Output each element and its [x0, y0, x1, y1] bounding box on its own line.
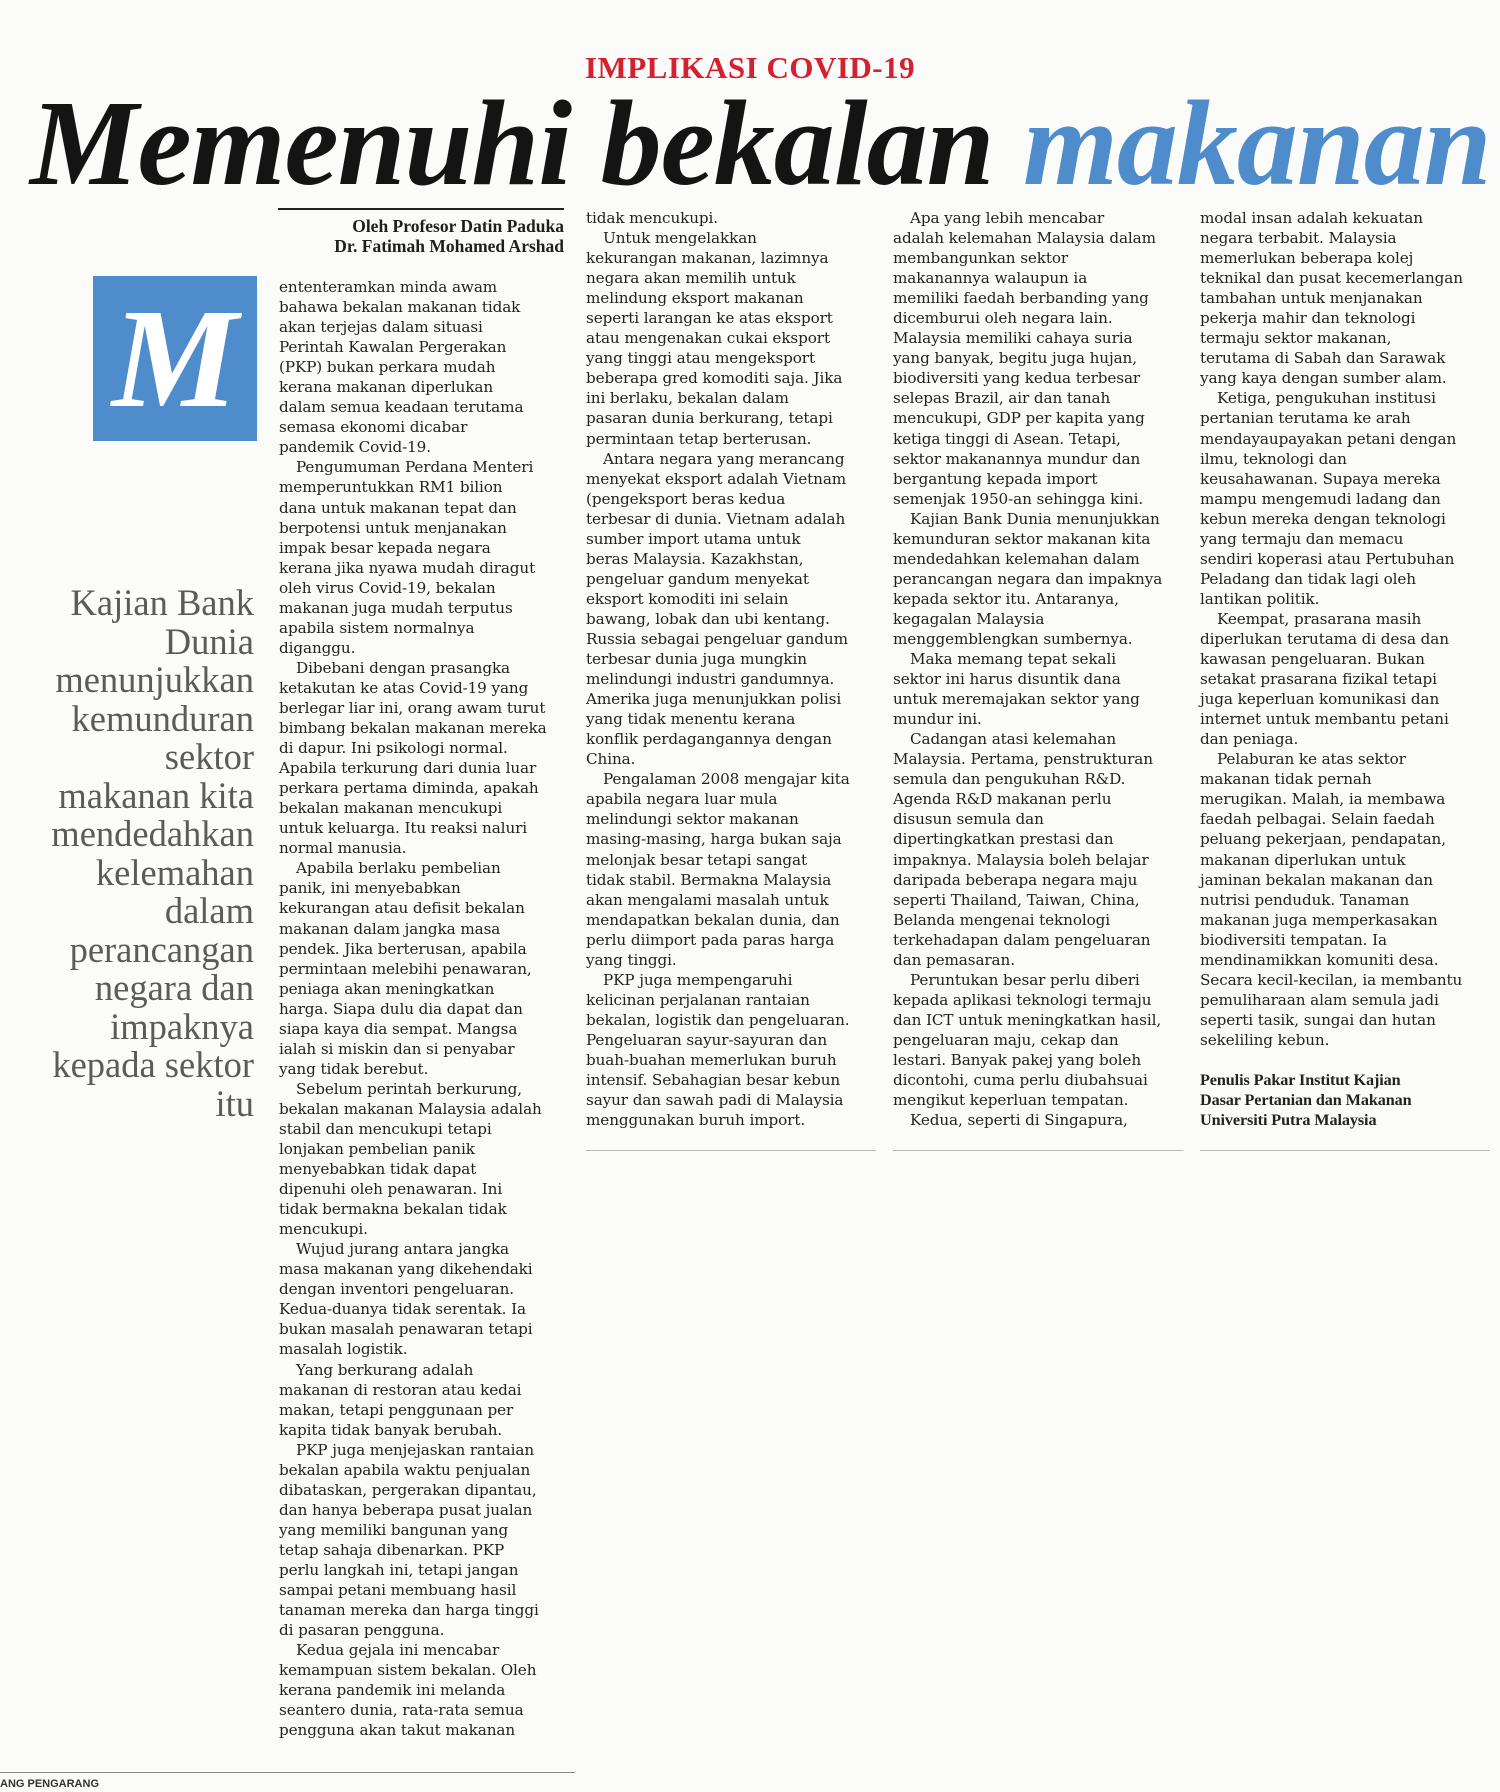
- footer-fragment: ANG PENGARANG: [0, 1778, 100, 1790]
- article-line: kawasan pengeluaran. Bukan: [1200, 650, 1425, 669]
- article-line: teknikal dan pusat kecemerlangan: [1200, 269, 1463, 288]
- article-line: bekalan, logistik dan pengeluaran.: [586, 1010, 850, 1029]
- article-line: bekalan makanan mencukupi: [279, 799, 503, 818]
- article-line: permintaan melebihi penawaran,: [279, 959, 532, 978]
- article-line: daripada beberapa negara maju: [893, 870, 1138, 889]
- article-line: seperti Thailand, Taiwan, China,: [893, 890, 1140, 909]
- article-line: akan mengalami masalah untuk: [586, 890, 829, 909]
- article-line: kemunduran sektor makanan kita: [893, 529, 1151, 548]
- article-line: bimbang bekalan makanan mereka: [279, 719, 547, 738]
- article-line: memiliki faedah berbanding yang: [893, 289, 1149, 308]
- article-line: mendinamikkan komuniti desa.: [1200, 950, 1439, 969]
- article-line: harga. Siapa dulu dia dapat dan: [279, 999, 523, 1018]
- pull-quote-line: dalam: [164, 890, 254, 931]
- article-line: pertanian terutama ke arah: [1200, 409, 1411, 428]
- article-line: jaminan bekalan makanan dan: [1200, 870, 1433, 889]
- article-line: pandemik Covid-19.: [279, 438, 431, 457]
- article-line: sampai petani membuang hasil: [279, 1581, 517, 1600]
- article-line: terutama di Sabah dan Sarawak: [1200, 349, 1446, 368]
- article-line: (PKP) bukan perkara mudah: [279, 358, 496, 377]
- article-line: pendek. Jika berterusan, apabila: [279, 939, 527, 958]
- article-line: pemuliharaan alam semula jadi: [1200, 990, 1439, 1009]
- pull-quote-line: kepada sektor: [52, 1044, 254, 1085]
- article-line: kepada aplikasi teknologi termaju: [893, 990, 1152, 1009]
- article-line: lestari. Banyak pakej yang boleh: [893, 1050, 1141, 1069]
- pull-quote-line: kelemahan: [95, 851, 254, 893]
- article-line: negara akan memilih untuk: [586, 269, 796, 288]
- article-line: dicemburui oleh negara lain.: [893, 309, 1113, 328]
- column-end-rule: [1200, 1150, 1490, 1151]
- byline-line: Dr. Fatimah Mohamed Arshad: [334, 236, 564, 256]
- article-line: melindungi sektor makanan: [586, 810, 799, 829]
- headline: [30, 74, 1491, 214]
- article-line: China.: [586, 750, 636, 769]
- article-line: makanan tidak pernah: [1200, 770, 1372, 789]
- article-line: biodiversiti tempatan. Ia: [1200, 930, 1387, 949]
- article-line: bekalan makanan Malaysia adalah: [279, 1099, 542, 1118]
- article-line: di pasaran pengguna.: [279, 1621, 445, 1640]
- article-line: Pengeluaran sayur-sayuran dan: [586, 1030, 828, 1049]
- article-line: Kedua-duanya tidak serentak. Ia: [279, 1300, 526, 1319]
- article-line: tidak mencukupi.: [586, 209, 719, 227]
- article-line: ini berlaku, bekalan dalam: [586, 389, 789, 408]
- article-line: sayur dan sawah padi di Malaysia: [586, 1091, 844, 1110]
- pull-quote-line: impaknya: [110, 1005, 254, 1047]
- pull-quote-line: makanan kita: [58, 774, 254, 816]
- pull-quote: [14, 584, 254, 1123]
- article-line: juga keperluan komunikasi dan: [1200, 690, 1440, 709]
- article-line: masalah logistik.: [279, 1340, 408, 1359]
- article-line: perkara pertama diminda, apakah: [279, 779, 539, 798]
- article-line: memerlukan beberapa kolej: [1200, 249, 1414, 268]
- article-line: masa makanan yang dikehendaki: [279, 1260, 533, 1279]
- article-line: sektor makanannya mundur dan: [893, 449, 1141, 468]
- article-line: eksport komoditi ini selain: [586, 589, 789, 608]
- article-line: faedah pelbagai. Selain faedah: [1200, 810, 1435, 829]
- article-line: setakat prasarana fizikal tetapi: [1200, 670, 1437, 689]
- article-line: berlegar liar ini, orang awam turut: [279, 698, 546, 717]
- article-line: mundur ini.: [893, 710, 982, 729]
- article-line: lantikan politik.: [1200, 589, 1320, 608]
- byline: [278, 208, 564, 256]
- article-line: peluang pekerjaan, pendapatan,: [1200, 830, 1446, 849]
- article-line: selepas Brazil, air dan tanah: [893, 389, 1111, 408]
- article-line: perlu langkah ini, tetapi jangan: [279, 1561, 519, 1579]
- article-line: dan peniaga.: [1200, 730, 1299, 749]
- article-line: Malaysia memiliki cahaya suria: [893, 329, 1133, 348]
- article-line: dipenuhi oleh penawaran. Ini: [279, 1180, 503, 1199]
- article-line: makan, tetapi penggunaan per: [279, 1400, 514, 1419]
- article-line: Kedua, seperti di Singapura,: [910, 1111, 1128, 1130]
- article-line: stabil dan mencukupi tetapi: [279, 1119, 492, 1138]
- article-line: Sebelum perintah berkurung,: [296, 1079, 522, 1098]
- article-line: makanan dalam jangka masa: [279, 919, 501, 938]
- article-line: dalam semua keadaan terutama: [279, 398, 524, 417]
- article-line: kekurangan atau defisit bekalan: [279, 899, 525, 918]
- pull-quote-line: itu: [215, 1082, 254, 1124]
- article-line: Yang berkurang adalah: [296, 1360, 474, 1379]
- article-line: pengeluaran maju, cekap dan: [893, 1030, 1119, 1049]
- article-line: sektor ini harus disuntik dana: [893, 670, 1121, 689]
- article-line: akan terjejas dalam situasi: [279, 318, 483, 337]
- article-line: merugikan. Malah, ia membawa: [1200, 790, 1446, 809]
- article-line: sumber import utama untuk: [586, 529, 801, 548]
- article-line: sendiri koperasi atau Pertubuhan: [1200, 549, 1455, 568]
- article-line: dan pemasaran.: [893, 950, 1015, 969]
- article-line: perancangan negara dan impaknya: [893, 569, 1163, 588]
- pull-quote-line: negara dan: [94, 967, 254, 1008]
- pull-quote-line: perancangan: [69, 928, 254, 970]
- pull-quote-line: Kajian Bank: [70, 582, 254, 623]
- article-line: yang banyak, begitu juga hujan,: [893, 349, 1137, 368]
- article-line: menggemblengkan sumbernya.: [893, 629, 1133, 648]
- article-line: yang tinggi.: [586, 950, 677, 969]
- article-line: kerana pandemik ini melanda: [279, 1681, 506, 1700]
- article-line: Perintah Kawalan Pergerakan: [279, 338, 507, 357]
- article-line: kerana makanan diperlukan: [279, 378, 494, 397]
- article-line: nutrisi penduduk. Tanaman: [1200, 890, 1410, 909]
- article-line: sekeliling kebun.: [1200, 1030, 1330, 1049]
- article-line: seperti tasik, sungai dan hutan: [1200, 1010, 1436, 1029]
- article-line: Agenda R&D makanan perlu: [893, 790, 1112, 809]
- signature-line: Penulis Pakar Institut Kajian: [1200, 1070, 1401, 1089]
- article-line: menyebabkan tidak dapat: [279, 1160, 477, 1179]
- article-line: negara terbabit. Malaysia: [1200, 229, 1397, 248]
- article-line: PKP juga menjejaskan rantaian: [296, 1440, 535, 1459]
- article-line: Secara kecil-kecilan, ia membantu: [1200, 970, 1463, 989]
- article-line: berpotensi untuk menjanakan: [279, 518, 507, 537]
- article-line: internet untuk membantu petani: [1200, 710, 1449, 729]
- article-line: untuk keluarga. Itu reaksi naluri: [279, 819, 528, 838]
- article-line: kemampuan sistem bekalan. Oleh: [279, 1661, 537, 1680]
- article-line: dengan inventori pengeluaran.: [279, 1280, 514, 1299]
- article-line: Cadangan atasi kelemahan: [910, 730, 1117, 749]
- article-line: terkehadapan dalam pengeluaran: [893, 930, 1151, 949]
- section-kicker: IMPLIKASI COVID-19: [584, 50, 916, 85]
- headline-accent: makanan: [1023, 76, 1491, 211]
- article-line: seantero dunia, rata-rata semua: [279, 1701, 524, 1720]
- article-line: makanan juga memperkasakan: [1200, 910, 1438, 929]
- article-line: bukan masalah penawaran tetapi: [279, 1320, 533, 1339]
- article-line: melindungi industri gandumnya.: [586, 670, 835, 689]
- article-line: Pelaburan ke atas sektor: [1217, 750, 1406, 769]
- pull-quote-line: Dunia: [164, 620, 254, 662]
- article-line: Keempat, prasarana masih: [1217, 609, 1422, 628]
- pull-quote-line: mendedahkan: [51, 813, 254, 854]
- article-line: normal manusia.: [279, 839, 407, 858]
- article-line: ilmu, teknologi dan: [1200, 449, 1347, 468]
- article-line: makanannya walaupun ia: [893, 269, 1088, 288]
- article-line: melonjak besar tetapi sangat: [586, 850, 807, 869]
- article-line: Apabila berlaku pembelian: [296, 859, 501, 878]
- article-line: bahawa bekalan makanan tidak: [279, 298, 521, 317]
- article-line: tidak stabil. Bermakna Malaysia: [586, 870, 832, 889]
- article-line: yang tidak menentu kerana: [586, 710, 796, 729]
- article-line: kerana jika nyawa mudah diragut: [279, 558, 536, 577]
- column-end-rule: [586, 1150, 876, 1151]
- signature-line: Dasar Pertanian dan Makanan: [1200, 1091, 1412, 1110]
- article-line: tanaman mereka dan harga tinggi: [279, 1601, 539, 1620]
- article-line: biodiversiti yang kedua terbesar: [893, 369, 1141, 388]
- article-line: disusun semula dan: [893, 810, 1044, 829]
- article-line: pasaran dunia berkurang, tetapi: [586, 409, 833, 428]
- article-line: apabila negara luar mula: [586, 790, 778, 809]
- article-line: dana untuk makanan tepat dan: [279, 498, 517, 517]
- article-line: pengeluar gandum menyekat: [586, 569, 809, 588]
- article-line: Kajian Bank Dunia menunjukkan: [910, 509, 1160, 528]
- author-signature: [1200, 1070, 1463, 1130]
- article-line: lonjakan pembelian panik: [279, 1140, 475, 1159]
- article-line: bergantung kepada import: [893, 469, 1098, 488]
- headline-main: Memenuhi bekalan: [30, 76, 1024, 211]
- article-line: Untuk mengelakkan: [603, 229, 757, 248]
- article-line: beberapa gred komoditi saja. Jika: [586, 369, 843, 388]
- article-line: PKP juga mempengaruhi: [603, 970, 793, 989]
- article-line: dan hanya beberapa pusat jualan: [279, 1500, 533, 1519]
- article-line: ketakutan ke atas Covid-19 yang: [279, 678, 529, 697]
- article-column-4-body: [1200, 208, 1463, 1050]
- article-line: intensif. Sebahagian besar kebun: [586, 1071, 841, 1090]
- article-line: menggunakan buruh import.: [586, 1111, 806, 1130]
- article-line: dibataskan, pergerakan dipantau,: [279, 1480, 537, 1499]
- article-line: yang tidak berebut.: [279, 1059, 429, 1078]
- article-line: makanan juga mudah terputus: [279, 598, 513, 617]
- article-line: pekerja mahir dan teknologi: [1200, 309, 1416, 328]
- article-line: makanan di restoran atau kedai: [279, 1380, 522, 1399]
- article-line: yang memiliki bangunan yang: [279, 1520, 509, 1539]
- article-line: mendedahkan kelemahan dalam: [893, 549, 1140, 568]
- article-line: Belanda mengenai teknologi: [893, 910, 1111, 929]
- article-line: adalah kelemahan Malaysia dalam: [893, 229, 1156, 248]
- article-column-3: [893, 208, 1162, 1130]
- byline-line: Oleh Profesor Datin Paduka: [352, 216, 564, 236]
- article-line: konflik perdagangannya dengan: [586, 730, 832, 749]
- article-line: menyekat eksport adalah Vietnam: [586, 469, 847, 488]
- article-line: Apa yang lebih mencabar: [910, 209, 1105, 227]
- article-line: mendapatkan bekalan dunia, dan: [586, 910, 840, 929]
- article-line: peniaga akan meningkatkan: [279, 979, 495, 998]
- article-line: tambahan untuk menjanakan: [1200, 289, 1423, 308]
- article-line: Pengumuman Perdana Menteri: [296, 458, 534, 477]
- article-column-4: [1200, 208, 1463, 1130]
- article-line: Maka memang tepat sekali: [910, 650, 1117, 669]
- article-line: Dibebani dengan prasangka: [296, 658, 511, 677]
- article-line: mencukupi, GDP per kapita yang: [893, 409, 1145, 428]
- article-line: makanan diperlukan untuk: [1200, 850, 1406, 869]
- article-line: Wujud jurang antara jangka: [296, 1240, 510, 1259]
- article-line: dan ICT untuk meningkatkan hasil,: [893, 1010, 1162, 1029]
- article-line: yang kaya dengan sumber alam.: [1200, 369, 1447, 388]
- article-line: Pengalaman 2008 mengajar kita: [603, 770, 850, 789]
- article-line: kegagalan Malaysia: [893, 609, 1045, 628]
- column-end-rule: [893, 1150, 1183, 1151]
- article-line: Peruntukan besar perlu diberi: [910, 970, 1140, 989]
- article-line: panik, ini menyebabkan: [279, 879, 461, 898]
- article-line: kebun mereka dengan teknologi: [1200, 509, 1446, 528]
- article-line: diperlukan terutama di desa dan: [1200, 629, 1449, 648]
- article-line: Malaysia. Pertama, penstrukturan: [893, 750, 1153, 769]
- article-line: Peladang dan tidak lagi oleh: [1200, 569, 1416, 588]
- footer-rule: [0, 1772, 575, 1773]
- article-line: tidak bermakna bekalan tidak: [279, 1200, 507, 1219]
- article-line: kapita tidak banyak berubah.: [279, 1420, 503, 1439]
- article-line: (pengeksport beras kedua: [586, 489, 786, 508]
- article-line: mampu mengemudi ladang dan: [1200, 489, 1441, 508]
- article-line: membangunkan sektor: [893, 249, 1069, 268]
- article-line: ketiga tinggi di Asean. Tetapi,: [893, 429, 1121, 448]
- article-line: oleh virus Covid-19, bekalan: [279, 578, 496, 597]
- article-line: Amerika juga menunjukkan polisi: [586, 690, 842, 709]
- article-line: untuk meremajakan sektor yang: [893, 690, 1140, 709]
- signature-line: Universiti Putra Malaysia: [1200, 1111, 1377, 1130]
- article-line: melindung eksport makanan: [586, 289, 804, 308]
- article-line: yang tinggi atau mengeksport: [586, 349, 815, 368]
- article-line: apabila sistem normalnya: [279, 618, 475, 637]
- article-line: semula dan pengukuhan R&D.: [893, 770, 1126, 789]
- pull-quote-line: kemunduran: [71, 697, 254, 739]
- article-line: dipertingkatkan prestasi dan: [893, 830, 1114, 849]
- article-line: dicontohi, cuma perlu diubahsuai: [893, 1071, 1148, 1090]
- article-line: bawang, lobak dan ubi kentang.: [586, 609, 830, 628]
- article-line: tetap sahaja dibenarkan. PKP: [279, 1540, 505, 1559]
- article-line: ialah si miskin dan si penyabar: [279, 1039, 515, 1058]
- article-line: kekurangan makanan, lazimnya: [586, 249, 829, 268]
- article-line: mencukupi.: [279, 1220, 368, 1239]
- article-line: diganggu.: [279, 638, 356, 657]
- article-line: Antara negara yang merancang: [603, 449, 845, 468]
- pull-quote-line: sektor: [164, 736, 254, 777]
- article-line: di dapur. Ini psikologi normal.: [279, 739, 508, 758]
- article-line: bekalan apabila waktu penjualan: [279, 1460, 531, 1479]
- article-line: semenjak 1950-an sehingga kini.: [893, 489, 1144, 508]
- article-line: Kedua gejala ini mencabar: [296, 1641, 500, 1660]
- article-line: seperti larangan ke atas eksport: [586, 309, 833, 328]
- article-line: permintaan tetap berterusan.: [586, 429, 812, 448]
- article-line: terbesar dunia juga mungkin: [586, 650, 807, 669]
- article-line: Russia sebagai pengeluar gandum: [586, 629, 848, 648]
- article-line: atau mengenakan cukai eksport: [586, 329, 830, 348]
- article-line: keusahawanan. Supaya mereka: [1200, 469, 1441, 488]
- article-line: mendayaupayakan petani dengan: [1200, 429, 1457, 448]
- article-line: memperuntukkan RM1 bilion: [279, 478, 503, 497]
- pull-quote-line: menunjukkan: [55, 659, 254, 700]
- article-line: impak besar kepada negara: [279, 538, 491, 557]
- article-column-1: [279, 277, 547, 1740]
- drop-cap: M: [93, 276, 257, 441]
- article-line: kelicinan perjalanan rantaian: [586, 990, 810, 1009]
- article-line: pengguna akan takut makanan: [279, 1721, 516, 1740]
- article-column-2: [586, 208, 850, 1130]
- article-line: impaknya. Malaysia boleh belajar: [893, 850, 1149, 869]
- article-line: ententeramkan minda awam: [279, 278, 498, 296]
- article-line: beras Malaysia. Kazakhstan,: [586, 549, 804, 568]
- article-line: siapa kaya dia sempat. Mangsa: [279, 1019, 518, 1038]
- article-line: termaju sektor makanan,: [1200, 329, 1392, 348]
- article-line: buah-buahan memerlukan buruh: [586, 1050, 837, 1069]
- article-line: masing-masing, harga bukan saja: [586, 830, 842, 849]
- article-line: yang termaju dan memacu: [1200, 529, 1404, 548]
- article-line: mengikut keperluan tempatan.: [893, 1091, 1129, 1110]
- article-line: Ketiga, pengukuhan institusi: [1217, 389, 1436, 408]
- article-line: modal insan adalah kekuatan: [1200, 209, 1423, 227]
- article-line: semasa ekonomi dicabar: [279, 418, 468, 437]
- article-line: perlu diimport pada paras harga: [586, 930, 835, 949]
- article-line: Apabila terkurung dari dunia luar: [279, 759, 537, 778]
- article-line: kepada sektor itu. Antaranya,: [893, 589, 1119, 608]
- article-line: terbesar di dunia. Vietnam adalah: [586, 509, 846, 528]
